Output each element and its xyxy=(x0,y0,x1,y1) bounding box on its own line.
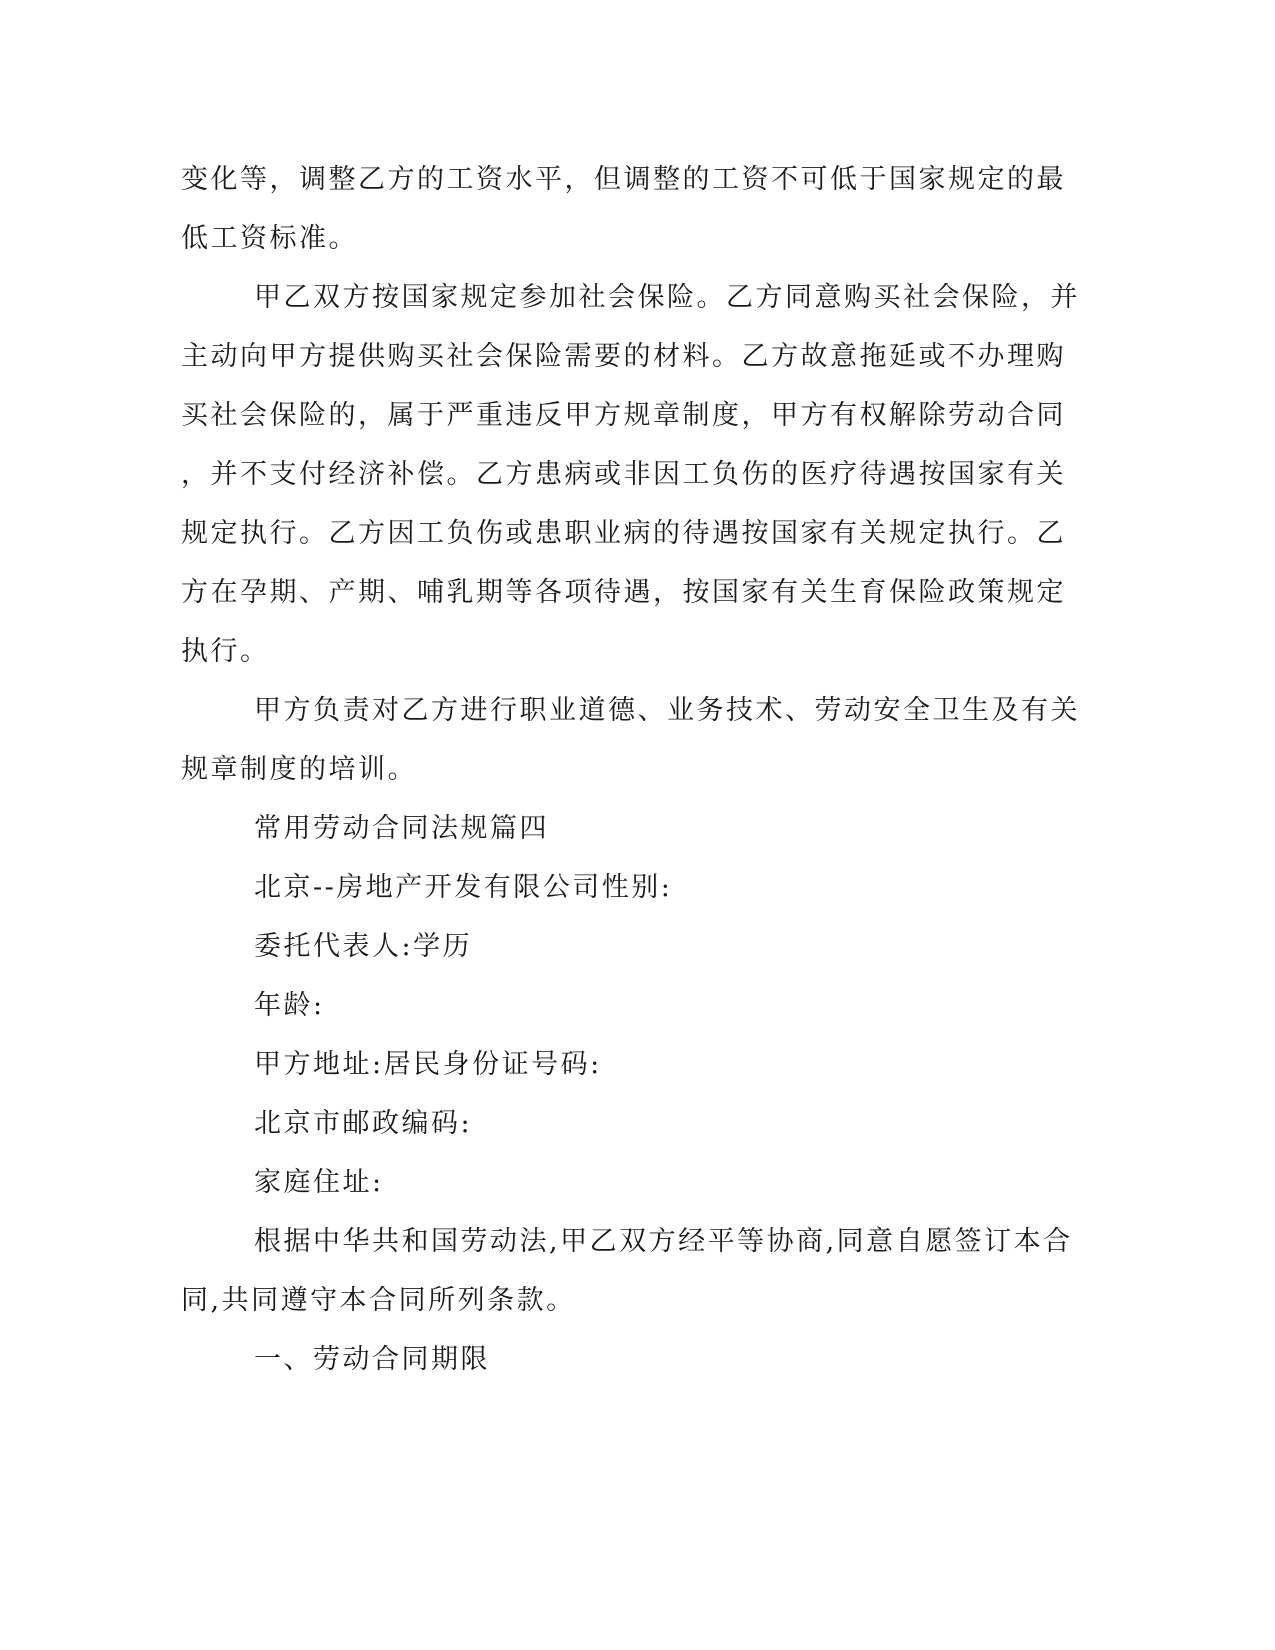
clause-heading: 一、劳动合同期限 xyxy=(254,1344,490,1375)
field-line-home-address: 家庭住址: xyxy=(254,1167,384,1198)
paragraph-line: ，并不支付经济补偿。乙方患病或非因工负伤的医疗待遇按国家有关 xyxy=(181,459,1066,490)
field-line-age: 年龄: xyxy=(254,990,325,1021)
paragraph-line: 变化等，调整乙方的工资水平，但调整的工资不可低于国家规定的最 xyxy=(181,164,1066,195)
paragraph-line: 低工资标准。 xyxy=(181,223,358,254)
section-heading: 常用劳动合同法规篇四 xyxy=(254,813,549,844)
paragraph-line: 主动向甲方提供购买社会保险需要的材料。乙方故意拖延或不办理购 xyxy=(181,341,1066,372)
document-body xyxy=(181,150,1080,1389)
paragraph-line: 甲方负责对乙方进行职业道德、业务技术、劳动安全卫生及有关 xyxy=(254,695,1080,726)
paragraph-line: 同,共同遵守本合同所列条款。 xyxy=(181,1285,576,1316)
field-line-company: 北京--房地产开发有限公司性别: xyxy=(254,872,673,903)
paragraph-line: 方在孕期、产期、哺乳期等各项待遇，按国家有关生育保险政策规定 xyxy=(181,577,1066,608)
paragraph-line: 执行。 xyxy=(181,636,270,667)
field-line-address: 甲方地址:居民身份证号码: xyxy=(254,1049,602,1080)
field-line-representative: 委托代表人:学历 xyxy=(254,931,473,962)
field-line-postcode: 北京市邮政编码: xyxy=(254,1108,473,1139)
paragraph-line: 规章制度的培训。 xyxy=(181,754,417,785)
paragraph-line: 规定执行。乙方因工负伤或患职业病的待遇按国家有关规定执行。乙 xyxy=(181,518,1066,549)
paragraph-line: 根据中华共和国劳动法,甲乙双方经平等协商,同意自愿签订本合 xyxy=(254,1226,1073,1257)
paragraph-line: 买社会保险的，属于严重违反甲方规章制度，甲方有权解除劳动合同 xyxy=(181,400,1066,431)
paragraph-line: 甲乙双方按国家规定参加社会保险。乙方同意购买社会保险，并 xyxy=(254,282,1080,313)
